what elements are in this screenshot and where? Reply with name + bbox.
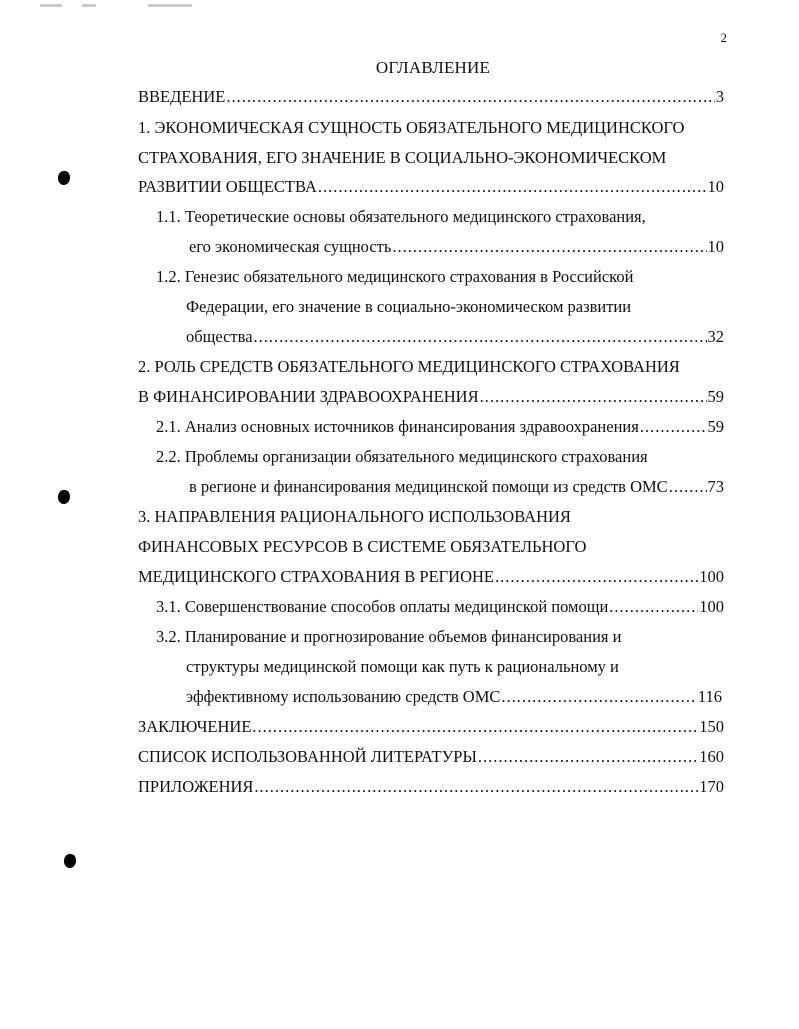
toc-entry-page: 116 (697, 687, 722, 706)
dot-leader (640, 417, 707, 437)
punch-hole-mark (58, 171, 70, 185)
toc-entry-line: 3.2. Планирование и прогнозирование объемов финансирования и (156, 627, 622, 646)
toc-entry-page: 10 (707, 237, 724, 256)
toc-entry-conclusion[interactable] (138, 717, 724, 737)
toc-entry-label: в регионе и финансирования медицинской помощи из средств ОМС (189, 477, 668, 496)
toc-entry-page: 3 (715, 87, 724, 106)
dot-leader (254, 777, 698, 797)
toc-entry-line: 1.1. Теоретические основы обязательного медицинского страхования, (156, 207, 646, 226)
dot-leader (480, 387, 707, 407)
toc-entry-label: ЗАКЛЮЧЕНИЕ (138, 717, 252, 736)
toc-entry-section-3-2[interactable] (186, 687, 722, 707)
toc-entry-section-1-1[interactable] (189, 237, 724, 257)
toc-entry-line: СТРАХОВАНИЯ, ЕГО ЗНАЧЕНИЕ В СОЦИАЛЬНО-ЭКОНОМИЧЕСКОМ (138, 148, 667, 167)
toc-entry-label: В ФИНАНСИРОВАНИИ ЗДРАВООХРАНЕНИЯ (138, 387, 479, 406)
toc-entry-page: 100 (699, 597, 724, 616)
dot-leader (254, 327, 707, 347)
toc-entry-page: 59 (707, 387, 724, 406)
toc-entry-label: его экономическая сущность (189, 237, 392, 256)
toc-entry-page: 10 (707, 177, 724, 196)
toc-entry-line: ФИНАНСОВЫХ РЕСУРСОВ В СИСТЕМЕ ОБЯЗАТЕЛЬНОГО (138, 537, 587, 556)
toc-entry-label: МЕДИЦИНСКОГО СТРАХОВАНИЯ В РЕГИОНЕ (138, 567, 495, 586)
dot-leader (609, 597, 698, 617)
toc-entry-label: 3.1. Совершенствование способов оплаты медицинской помощи (156, 597, 609, 616)
toc-entry-appendices[interactable] (138, 777, 724, 797)
toc-entry-introduction[interactable] (138, 87, 724, 107)
toc-entry-line: 2.2. Проблемы организации обязательного медицинского страхования (156, 447, 648, 466)
dot-leader (318, 177, 707, 197)
scan-artifact (82, 4, 96, 7)
toc-entry-chapter-2[interactable] (138, 387, 724, 407)
toc-entry-section-2-1[interactable] (156, 417, 724, 437)
toc-entry-line: 1. ЭКОНОМИЧЕСКАЯ СУЩНОСТЬ ОБЯЗАТЕЛЬНОГО МЕДИЦИНСКОГО (138, 118, 685, 137)
toc-entry-page: 170 (699, 777, 724, 796)
toc-entry-label: ПРИЛОЖЕНИЯ (138, 777, 254, 796)
toc-entry-bibliography[interactable] (138, 747, 724, 767)
toc-entry-page: 100 (699, 567, 724, 586)
toc-entry-section-1-2[interactable] (186, 327, 724, 347)
toc-entry-section-3-1[interactable] (156, 597, 724, 617)
toc-entry-chapter-3[interactable] (138, 567, 724, 587)
toc-entry-line: структуры медицинской помощи как путь к рациональному и (186, 657, 619, 676)
page-number: 2 (720, 30, 727, 45)
punch-hole-mark (64, 854, 76, 868)
toc-entry-label: РАЗВИТИИ ОБЩЕСТВА (138, 177, 317, 196)
toc-entry-label: ВВЕДЕНИЕ (138, 87, 226, 106)
toc-title: ОГЛАВЛЕНИЕ (375, 58, 491, 77)
dot-leader (495, 567, 698, 587)
dot-leader (501, 687, 696, 707)
toc-entry-chapter-1[interactable] (138, 177, 724, 197)
dot-leader (226, 87, 714, 107)
dot-leader (669, 477, 707, 497)
toc-entry-section-2-2[interactable] (189, 477, 724, 497)
toc-entry-line: 2. РОЛЬ СРЕДСТВ ОБЯЗАТЕЛЬНОГО МЕДИЦИНСКОГО СТРАХОВАНИЯ (138, 357, 680, 376)
dot-leader (478, 747, 698, 767)
toc-entry-label: СПИСОК ИСПОЛЬЗОВАННОЙ ЛИТЕРАТУРЫ (138, 747, 477, 766)
toc-entry-page: 160 (699, 747, 724, 766)
dot-leader (392, 237, 706, 257)
toc-entry-line: Федерации, его значение в социально-экономическом развитии (186, 297, 632, 316)
scan-artifact (148, 4, 192, 7)
toc-entry-page: 59 (707, 417, 724, 436)
toc-entry-page: 32 (707, 327, 724, 346)
toc-entry-label: эффективному использованию средств ОМС (186, 687, 501, 706)
punch-hole-mark (58, 490, 70, 504)
dot-leader (252, 717, 698, 737)
toc-entry-page: 150 (699, 717, 724, 736)
toc-entry-label: 2.1. Анализ основных источников финансирования здравоохранения (156, 417, 639, 436)
toc-entry-label: общества (186, 327, 253, 346)
toc-entry-page: 73 (707, 477, 724, 496)
toc-entry-line: 3. НАПРАВЛЕНИЯ РАЦИОНАЛЬНОГО ИСПОЛЬЗОВАНИЯ (138, 507, 571, 526)
toc-entry-line: 1.2. Генезис обязательного медицинского страхования в Российской (156, 267, 634, 286)
scan-artifact (40, 4, 62, 7)
